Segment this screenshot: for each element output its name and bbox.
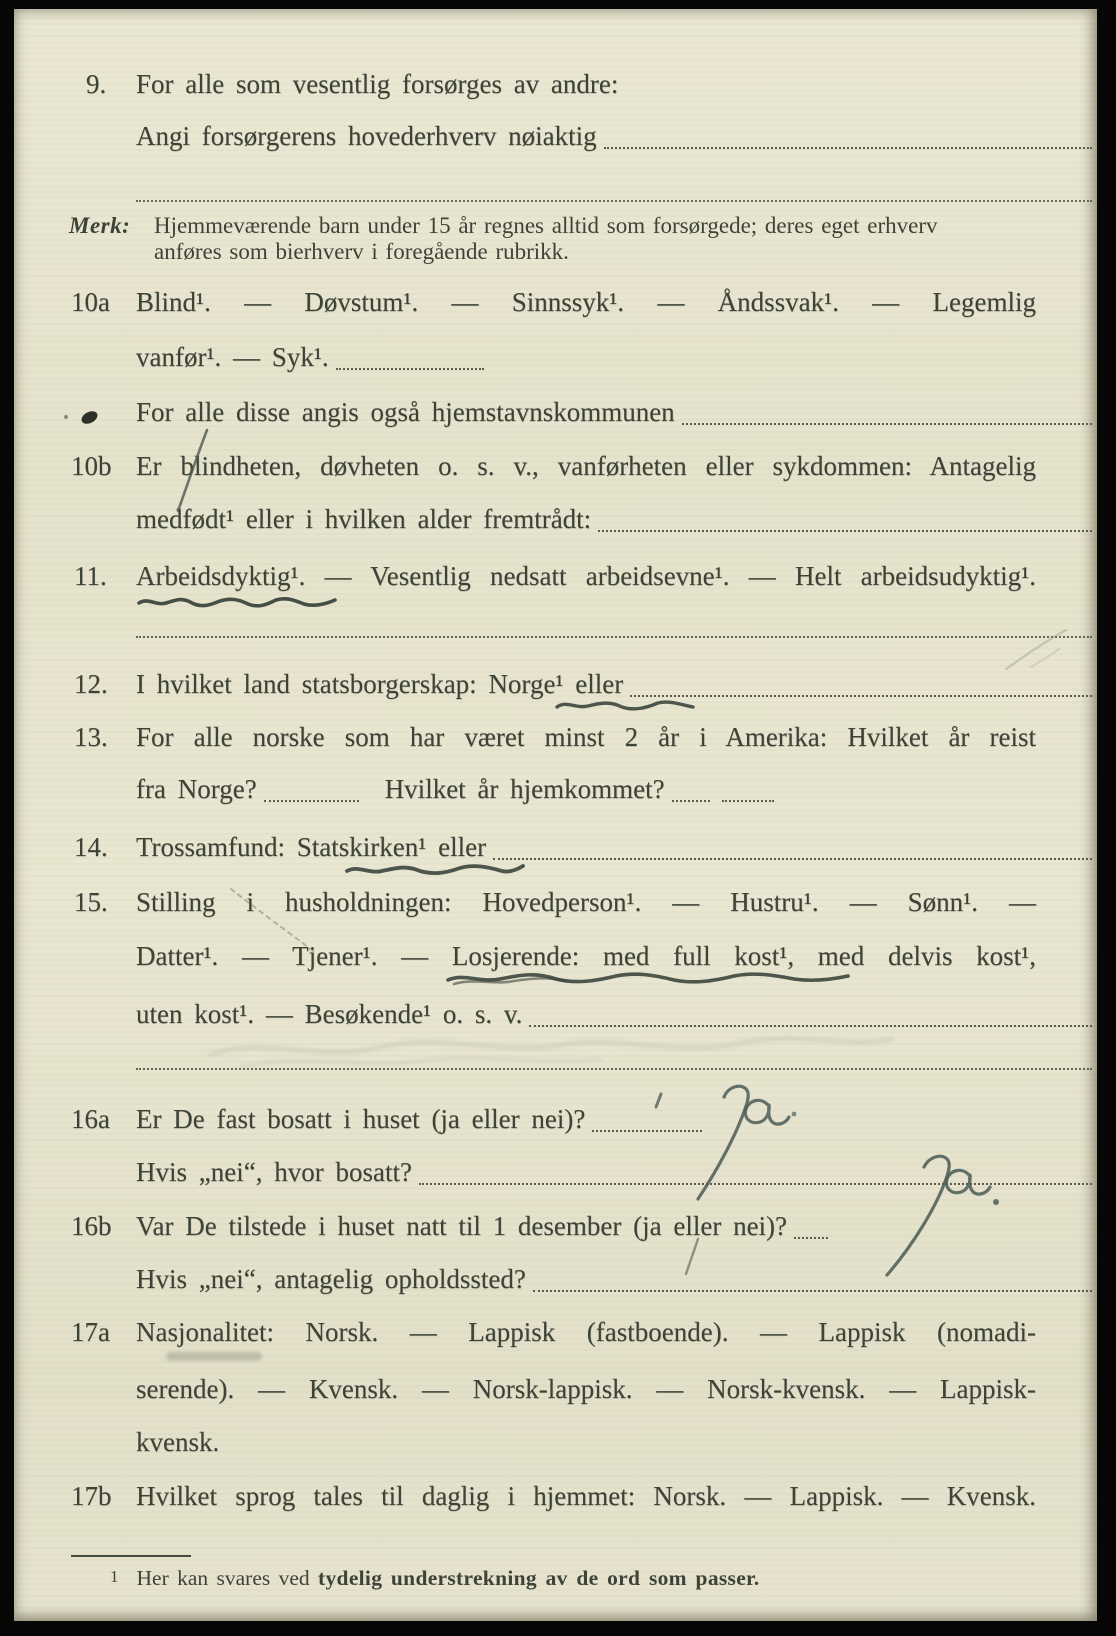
dotted-answer-line xyxy=(598,530,1092,532)
q10a-number: 10a xyxy=(71,287,110,317)
q10b-answer-label: medfødt¹ eller i hvilken alder fremtrådt: xyxy=(136,504,592,534)
q11-text: Arbeidsdyktig¹. — Vesentlig nedsatt arbeidsevne¹. — Helt arbeidsudyktig¹. xyxy=(136,561,1036,591)
dotted-answer-line xyxy=(682,423,1092,425)
q13-home-label: Hvilket år hjemkommet? xyxy=(384,774,665,804)
q11-number: 11. xyxy=(74,561,107,591)
section-separator xyxy=(136,636,1092,638)
q13-text: For alle norske som har været minst 2 år i Amerika: Hvilket år reist xyxy=(136,722,1036,752)
dotted-answer-line xyxy=(533,1290,1092,1292)
q15-text3: uten kost¹. — Besøkende¹ o. s. v. xyxy=(136,999,523,1029)
footnote-text: Her kan svares ved xyxy=(136,1566,319,1590)
dotted-answer-line xyxy=(672,800,710,802)
pen-underline-norge xyxy=(554,697,696,713)
dotted-answer-line xyxy=(264,800,359,802)
q16a-line1 xyxy=(71,1098,1036,1140)
dotted-answer-line xyxy=(722,800,774,802)
q10a-text: Blind¹. — Døvstum¹. — Sinnssyk¹. — Åndssvak¹. — Legemlig xyxy=(136,287,1036,317)
footnote xyxy=(110,1562,990,1592)
q17a-text3: kvensk. xyxy=(136,1427,220,1457)
q17a-text2: serende). — Kvensk. — Norsk-lappisk. — Norsk-kvensk. — Lappisk- xyxy=(136,1374,1036,1404)
q11-line1 xyxy=(74,555,1036,597)
q15-number: 15. xyxy=(74,887,108,917)
q17b-line1 xyxy=(71,1475,1036,1517)
q10a-line1 xyxy=(71,281,1036,323)
footnote-rule xyxy=(71,1555,191,1557)
q12-text: I hvilket land statsborgerskap: Norge¹ eller xyxy=(136,669,624,699)
section-separator xyxy=(136,200,1092,202)
q16a-if-no-label: Hvis „nei“, hvor bosatt? xyxy=(136,1157,412,1187)
q16b-question: Var De tilstede i huset natt til 1 desember (ja eller nei)? xyxy=(136,1211,788,1241)
q17b-number: 17b xyxy=(71,1481,112,1511)
q14-line1 xyxy=(74,826,1092,868)
q10b-line1 xyxy=(71,445,1036,487)
q15-text1: Stilling i husholdningen: Hovedperson¹. — Hustru¹. — Sønn¹. — xyxy=(136,887,1036,917)
stray-pen-stroke xyxy=(683,1237,703,1277)
q10b-number: 10b xyxy=(71,451,112,481)
merk-note-line2 xyxy=(154,236,1038,268)
q15-text2: Datter¹. — Tjener¹. — Losjerende: med full kost¹, med delvis kost¹, xyxy=(136,941,1036,971)
q17b-text: Hvilket sprog tales til daglig i hjemmet: Norsk. — Lappisk. — Kvensk. xyxy=(136,1481,1036,1511)
q14-number: 14. xyxy=(74,832,108,862)
q17a-line1 xyxy=(71,1311,1036,1353)
q16a-question: Er De fast bosatt i huset (ja eller nei)? xyxy=(136,1104,586,1134)
ink-blot xyxy=(79,409,99,427)
bleed-through-handwriting xyxy=(201,1025,901,1073)
q10b-text: Er blindheten, døvheten o. s. v., vanførheten eller sykdommen: Antagelig xyxy=(136,451,1036,481)
merk-text2: anføres som bierhverv i foregående rubrikk. xyxy=(154,239,569,264)
pen-underline-losjerende xyxy=(444,968,852,988)
pencil-stray-mark xyxy=(226,884,322,960)
ink-dot xyxy=(64,415,68,419)
handwritten-answer-ja-16b xyxy=(869,1149,1005,1281)
q10b-line2 xyxy=(136,498,1092,540)
faint-pen-smudge xyxy=(1001,627,1073,675)
q17a-line2 xyxy=(136,1368,1036,1410)
q9-text: For alle som vesentlig forsørges av andre: xyxy=(136,69,619,99)
dotted-answer-line xyxy=(630,695,1092,697)
merk-text1: Hjemmeværende barn under 15 år regnes alltid som forsørgede; deres eget erhverv xyxy=(154,213,938,238)
dotted-answer-line xyxy=(493,858,1092,860)
q12-number: 12. xyxy=(74,669,108,699)
q10a-line2 xyxy=(136,336,1036,378)
q13-line2 xyxy=(136,768,1036,810)
q17a-line3 xyxy=(136,1421,1036,1463)
q9-number: 9. xyxy=(86,69,107,99)
footnote-marker: 1 xyxy=(110,1567,119,1586)
q13-line1 xyxy=(74,716,1036,758)
q14-text: Trossamfund: Statskirken¹ eller xyxy=(136,832,487,862)
dotted-answer-line xyxy=(604,147,1092,149)
q17a-text1: Nasjonalitet: Norsk. — Lappisk (fastboende). — Lappisk (nomadi- xyxy=(136,1317,1036,1347)
census-form-paper xyxy=(14,9,1097,1621)
q9-answer-label: Angi forsørgerens hovederhverv nøiaktig xyxy=(136,121,597,151)
q13-number: 13. xyxy=(74,722,108,752)
q17a-number: 17a xyxy=(71,1317,110,1347)
q16b-number: 16b xyxy=(71,1211,112,1241)
q10a-line3 xyxy=(136,391,1092,433)
q9-line2 xyxy=(136,115,1092,157)
q16b-if-no-label: Hvis „nei“, antagelig opholdssted? xyxy=(136,1264,526,1294)
footnote-text-bold: tydelig understrekning av de ord som passer. xyxy=(318,1566,760,1590)
q10a-answer-label: vanfør¹. — Syk¹. xyxy=(136,342,329,372)
faint-smudge xyxy=(166,1352,262,1361)
q13-left-label: fra Norge? xyxy=(136,774,257,804)
q10a-commune-label: For alle disse angis også hjemstavnskommunen xyxy=(136,397,675,427)
q16a-number: 16a xyxy=(71,1104,110,1134)
q9-line1 xyxy=(86,63,1036,105)
dotted-answer-line xyxy=(794,1237,828,1239)
pen-underline-arbeidsdyktig xyxy=(136,594,338,610)
pen-underline-statskirken xyxy=(344,860,526,878)
pen-slash-mark xyxy=(171,427,219,515)
handwritten-answer-ja-16a xyxy=(646,1077,798,1203)
dotted-answer-line xyxy=(336,368,484,370)
merk-label: Merk: xyxy=(69,213,131,238)
